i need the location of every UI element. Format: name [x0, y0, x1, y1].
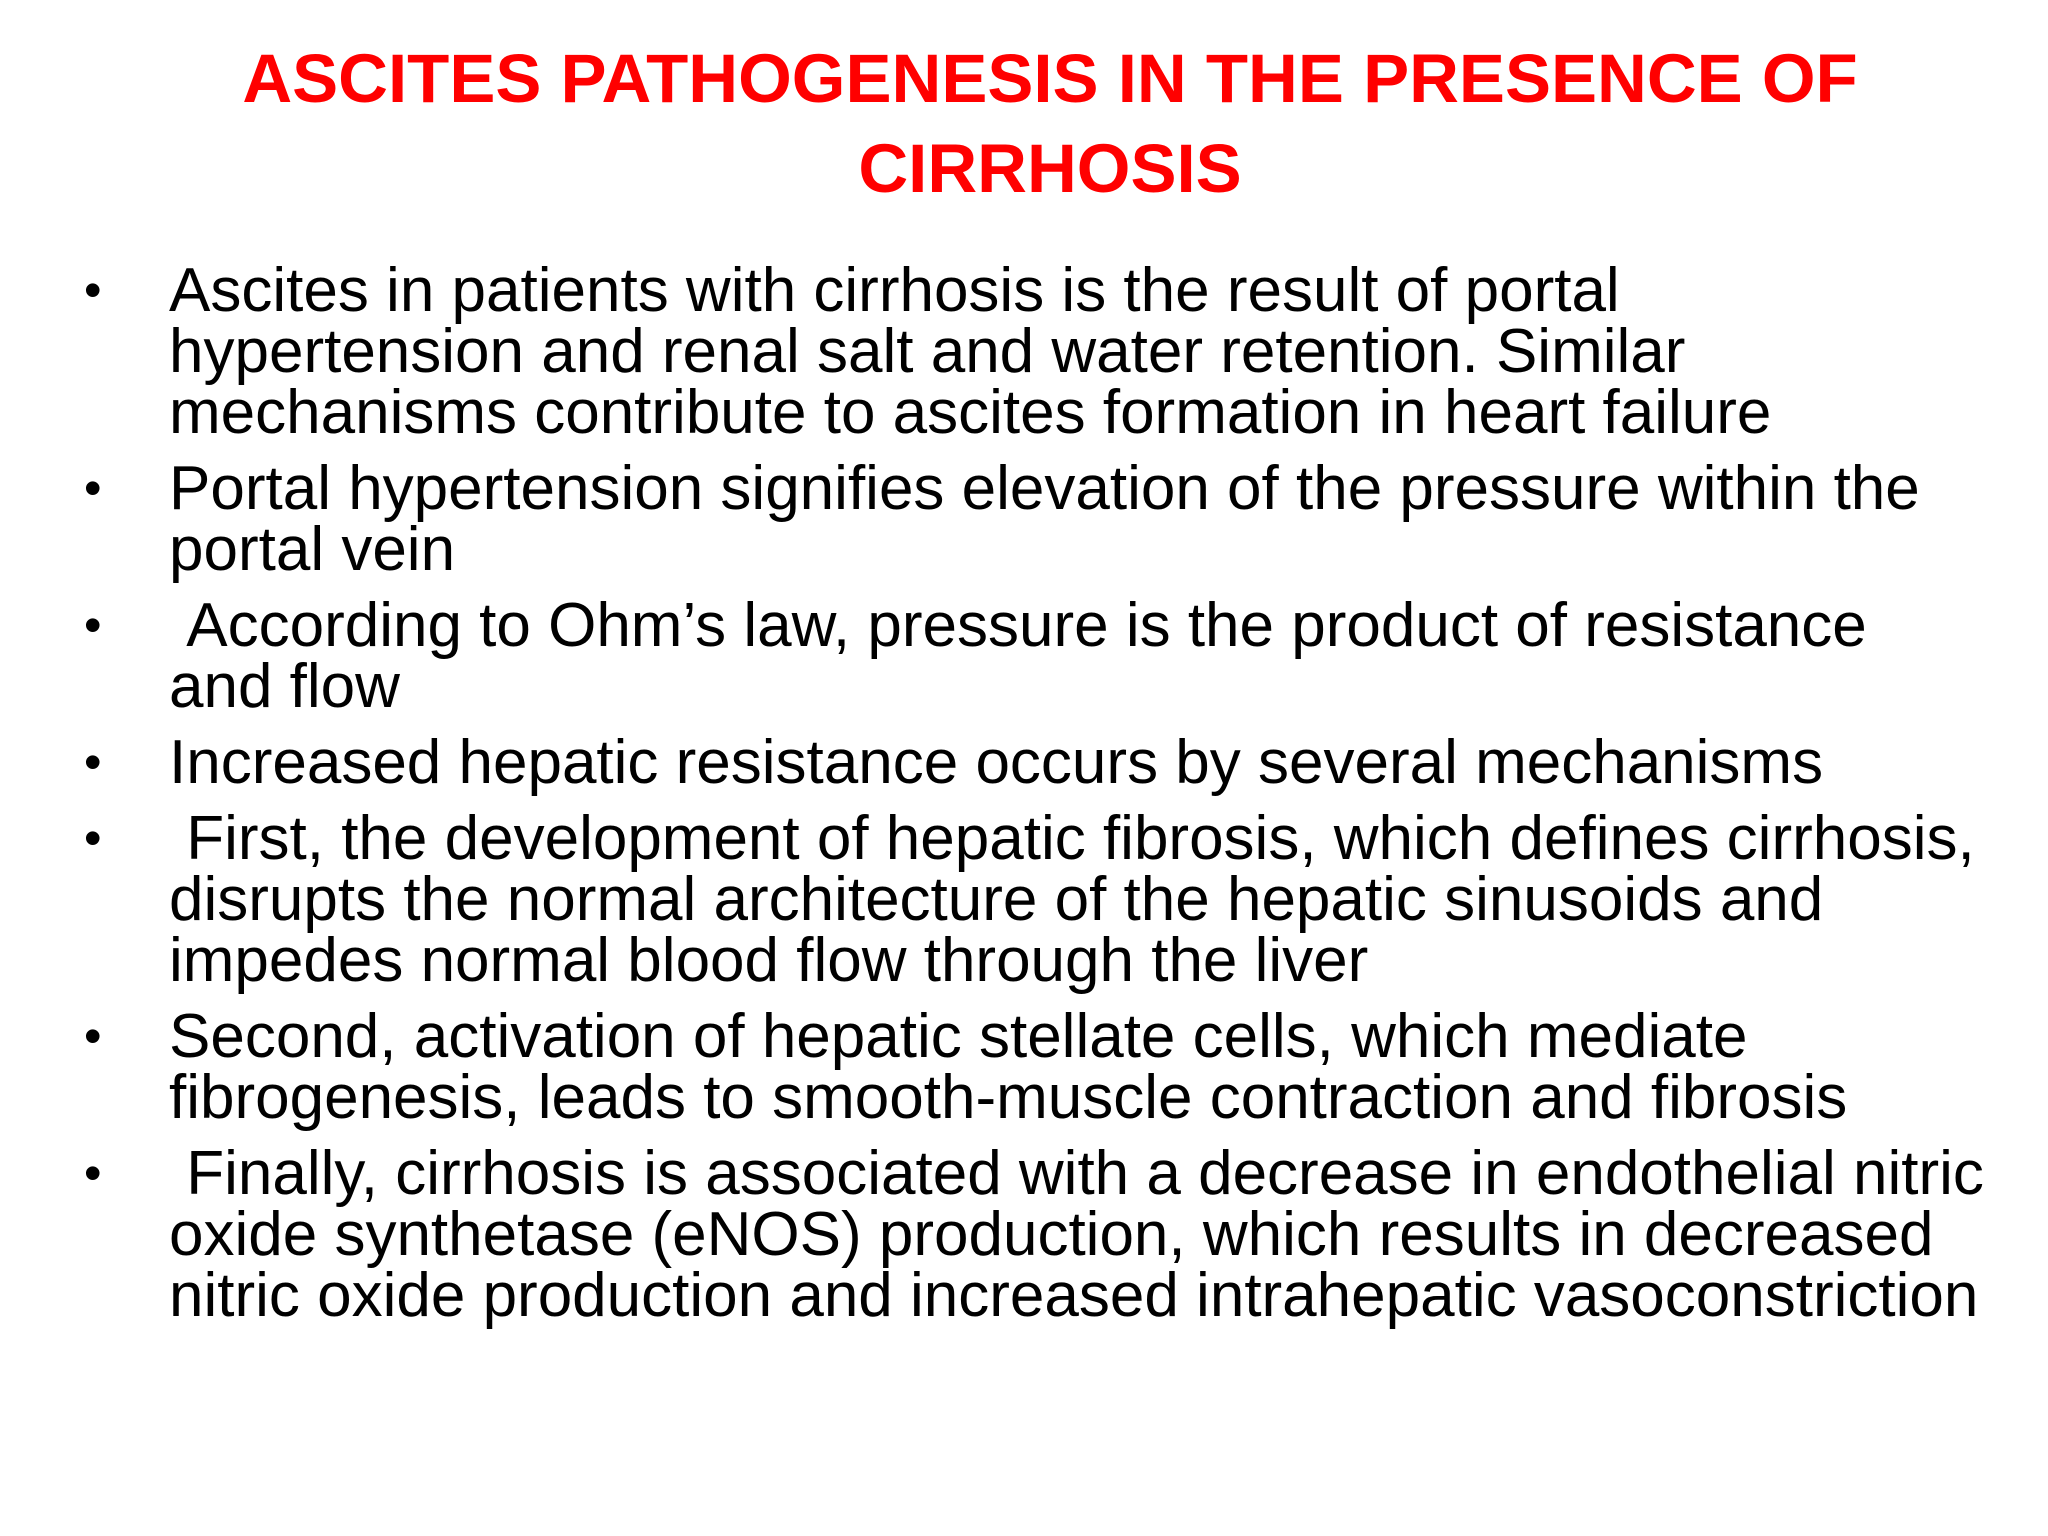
bullet-icon: •: [84, 1145, 102, 1201]
bullet-icon: •: [84, 597, 102, 653]
bullet-icon: •: [84, 734, 102, 790]
bullet-text: Portal hypertension signifies elevation of the pressure within the portal vein: [169, 454, 1938, 584]
bullet-icon: •: [84, 1008, 102, 1064]
bullet-text: According to Ohm’s law, pressure is the product of resistance and flow: [169, 591, 1885, 721]
bullet-text: Increased hepatic resistance occurs by several mechanisms: [169, 728, 1824, 797]
bullet-text: Ascites in patients with cirrhosis is the result of portal hypertension and renal salt and water retention. Similar mechanisms contribute to ascites formation in heart failure: [169, 256, 1772, 447]
bullet-item: [84, 804, 1992, 995]
bullet-item: [84, 1002, 1984, 1132]
bullet-text: Second, activation of hepatic stellate cells, which mediate fibrogenesis, leads to smooth-muscle contraction and fibrosis: [169, 1002, 1848, 1132]
bullet-icon: •: [84, 460, 102, 516]
bullet-icon: •: [84, 262, 102, 318]
bullet-item: [84, 728, 1984, 797]
bullet-list: [84, 256, 2002, 1341]
bullet-item: [84, 591, 1984, 721]
slide-title: ASCITES PATHOGENESIS IN THE PRESENCE OF CIRRHOSIS: [242, 40, 1858, 207]
bullet-item: [84, 454, 1984, 584]
bullet-text: First, the development of hepatic fibrosis, which defines cirrhosis, disrupts the normal architecture of the hepatic sinusoids and impedes normal blood flow through the liver: [169, 804, 1992, 995]
bullet-item: [84, 256, 1984, 447]
bullet-item: [84, 1139, 2002, 1330]
bullet-icon: •: [84, 810, 102, 866]
bullet-text: Finally, cirrhosis is associated with a decrease in endothelial nitric oxide synthetase (eNOS) production, which results in decreased nitric oxide production and increased intrahepatic vasoconstriction: [169, 1139, 2002, 1330]
